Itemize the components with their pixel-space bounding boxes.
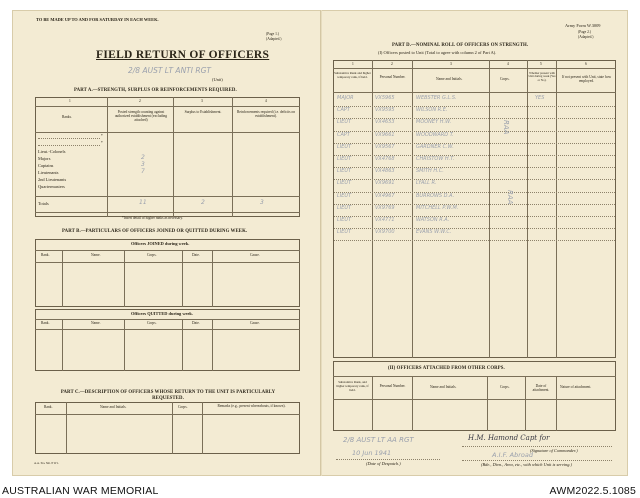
attached-header-number: Personal Number. xyxy=(379,384,406,388)
officer-name: EVANS W.W.C. xyxy=(416,229,452,236)
joined-header-rank: Rank. xyxy=(41,253,50,257)
officer-name: GARDNER C.W. xyxy=(416,143,454,150)
corps-bracket-note-2: RAA xyxy=(506,190,514,205)
part-c-header-corps: Corps. xyxy=(178,405,188,409)
roll-col-5: 5 xyxy=(540,62,542,66)
corps-bracket-note: RAA xyxy=(502,120,510,135)
quitted-header-rank: Rank. xyxy=(41,321,50,325)
part-b-title: PART B.—PARTICULARS OF OFFICERS JOINED OR QUITTED DURING WEEK. xyxy=(62,229,248,234)
officer-rank: CAPT xyxy=(337,131,350,138)
part-a-header-surplus: Surplus to Establishment. xyxy=(184,110,222,114)
rank-quartermasters: Quartermasters xyxy=(38,184,65,189)
officer-number: VX9661 xyxy=(375,131,395,138)
posted-lieutenants: 7 xyxy=(141,168,145,175)
quitted-header-cause: Cause. xyxy=(250,321,260,325)
signature-label: (Signature of Commander.) xyxy=(530,448,578,453)
joined-header-cause: Cause. xyxy=(250,253,260,257)
roll-header-name: Name and Initials. xyxy=(436,77,463,81)
rank-lieutenants: Lieutenants xyxy=(38,170,59,175)
officer-name: MITCHELL P.W.M. xyxy=(416,204,459,211)
roll-col-4: 4 xyxy=(507,62,509,66)
unit-handwritten: 2/8 AUST LT ANTI RGT xyxy=(128,66,211,75)
despatch-handwritten: 2/8 AUST LT AA RGT xyxy=(343,436,414,444)
right-page-ref: (Page 2.) xyxy=(578,30,591,34)
roll-header-rank: Substantive Rank and higher temporary rank, if held. xyxy=(334,71,371,79)
right-page-ref-note: (Adapted.) xyxy=(578,35,594,39)
rank-majors: Majors xyxy=(38,156,51,161)
despatch-date-handwritten: 10 Jun 1941 xyxy=(352,449,392,457)
officer-name: WEBSTER G.L.S. xyxy=(416,95,457,101)
page-ref-note: (Adapted.) xyxy=(266,37,282,41)
part-c-header-remarks: Remarks (e.g., present whereabouts, if known). xyxy=(217,404,286,408)
despatch-label: (Date of Despatch.) xyxy=(366,461,401,466)
officer-name: MOONEY H.W. xyxy=(416,119,452,126)
joined-header-name: Name. xyxy=(91,253,101,257)
part-a-title: PART A.—STRENGTH, SURPLUS OR REINFORCEMENTS REQUIRED. xyxy=(74,88,237,93)
part-a-col-2: 2 xyxy=(139,99,141,103)
part-c-header-name: Name and Initials. xyxy=(100,405,127,409)
officer-rank: LIEUT xyxy=(337,217,352,223)
part-c-header-rank: Rank. xyxy=(44,405,53,409)
officer-rank: LIEUT xyxy=(337,229,352,236)
officer-number: VX9595 xyxy=(375,107,395,114)
part-a-header-reinforcements: Reinforcements required (i.e. deficits on establishment). xyxy=(236,110,296,119)
commander-signature: H.M. Hamond Capt for xyxy=(468,434,550,442)
quitted-header-corps: Corps. xyxy=(147,321,157,325)
part-a-col-3: 3 xyxy=(201,99,203,103)
section-ii-title: (II) OFFICERS ATTACHED FROM OTHER CORPS. xyxy=(388,366,505,371)
bde-label: (Bde., Divn., Area, etc., with which Unit is serving.) xyxy=(481,462,572,467)
posted-majors: 2 xyxy=(141,154,145,161)
officer-number: VX4967 xyxy=(375,192,395,199)
officer-number: VX4653 xyxy=(375,119,395,126)
form-title: FIELD RETURN OF OFFICERS xyxy=(96,49,270,61)
officer-number: VX5965 xyxy=(375,95,395,101)
part-a-header-ranks: Ranks. xyxy=(62,115,72,119)
officer-rank: LIEUT xyxy=(337,192,352,199)
officer-rank: LIEUT xyxy=(337,143,352,150)
roll-col-1: 1 xyxy=(352,62,354,66)
footer-source: AUSTRALIAN WAR MEMORIAL xyxy=(2,485,159,497)
roll-header-number: Personal Number. xyxy=(379,75,406,79)
rank-captains: Captains xyxy=(38,163,54,168)
officer-rank: LIEUT xyxy=(337,156,352,162)
officer-name: WATSON R.A. xyxy=(416,217,450,223)
army-form-no: Army Form W.3009 xyxy=(565,23,601,28)
joined-header-corps: Corps. xyxy=(147,253,157,257)
reinforcements-totals: 3 xyxy=(260,199,264,206)
officer-rank: CAPT xyxy=(337,107,350,114)
officer-rank: LIEUT xyxy=(337,119,352,126)
rank-2nd-lieutenants: 2nd Lieutenants xyxy=(38,177,67,182)
roll-col-6: 6 xyxy=(585,62,587,66)
officer-name: WILSON R.E. xyxy=(416,107,448,114)
quitted-header-name: Name. xyxy=(91,321,101,325)
attached-header-date: Date of attachment. xyxy=(532,384,550,393)
section-i-title: (I) Officers posted to Unit (Total to agree with column 2 of Part A). xyxy=(378,50,497,55)
part-c-title: PART C.—DESCRIPTION OF OFFICERS WHOSE RETURN TO THE UNIT IS PARTICULARLY REQUESTED. xyxy=(60,390,276,402)
top-note: TO BE MADE UP TO AND FOR SATURDAY IN EACH WEEK. xyxy=(36,17,159,22)
officer-rank: MAJOR xyxy=(337,95,354,101)
joined-header-date: Date. xyxy=(192,253,200,257)
officer-rank: LIEUT xyxy=(337,168,352,175)
unit-label: (Unit) xyxy=(212,77,223,82)
officer-name: LYALL R. xyxy=(416,180,437,187)
posted-totals: 11 xyxy=(139,199,147,206)
attached-header-nature: Nature of attachment. xyxy=(560,385,592,389)
officer-number: VX4863 xyxy=(375,168,395,175)
roll-header-employed: If not present with Unit, state how employed. xyxy=(561,75,612,84)
part-c-table xyxy=(35,402,300,454)
roll-header-corps: Corps. xyxy=(500,77,510,81)
officer-number: VX9769 xyxy=(375,204,395,211)
officer-present: YES xyxy=(535,95,545,101)
part-a-col-4: 4 xyxy=(265,99,267,103)
officer-name: BURROWS D.A. xyxy=(416,192,455,199)
quitted-title: Officers QUITTED during week. xyxy=(131,311,193,316)
surplus-totals: 2 xyxy=(201,199,205,206)
posted-captains: 3 xyxy=(141,161,145,168)
rank-totals: Totals xyxy=(38,201,49,206)
officer-rank: LIEUT xyxy=(337,204,352,211)
joined-title: Officers JOINED during week. xyxy=(131,241,190,246)
part-a-col-1: 1 xyxy=(69,99,71,103)
page-ref: (Page 1.) xyxy=(266,32,279,36)
attached-header-corps: Corps. xyxy=(500,385,510,389)
officer-number: VX9691 xyxy=(375,180,395,187)
part-a-footnote: *Insert detail of higher ranks as necessary. xyxy=(122,216,183,220)
officer-number: VX4771 xyxy=(375,217,395,223)
officer-number: VX4768 xyxy=(375,156,395,162)
footer-accession: AWM2022.5.1085 xyxy=(549,485,636,497)
officer-name: WOODWARD T. xyxy=(416,131,454,138)
part-d-title: PART D.—NOMINAL ROLL OF OFFICERS ON STRENGTH. xyxy=(392,43,529,48)
attached-header-rank: Substantive Rank, and higher temporary rank, if held. xyxy=(336,380,369,392)
print-code: A.A. Sta. Sht. 8 W1. xyxy=(34,461,59,465)
roll-col-2: 2 xyxy=(391,62,393,66)
roll-header-present: Whether present with Unit during week (Yes or No). xyxy=(528,71,556,82)
bde-handwritten: A.I.F. Abroad xyxy=(492,451,533,459)
officer-number: VX9700 xyxy=(375,229,395,236)
page-fold xyxy=(320,10,322,476)
attached-header-name: Name and Initials. xyxy=(430,385,457,389)
roll-row-rule xyxy=(334,240,615,241)
quitted-header-date: Date. xyxy=(192,321,200,325)
roll-col-3: 3 xyxy=(450,62,452,66)
officer-number: VX9567 xyxy=(375,143,395,150)
officer-name: SMITH H.C. xyxy=(416,168,444,175)
part-a-header-posted: Posted strength counting against authorized establishment (excluding attached) xyxy=(114,110,168,123)
officer-name: CHRISTOW H.T. xyxy=(416,156,455,162)
archive-footer xyxy=(0,482,640,498)
rank-lieut-colonels: Lieut.-Colonels xyxy=(38,149,66,154)
officer-rank: LIEUT xyxy=(337,180,352,187)
